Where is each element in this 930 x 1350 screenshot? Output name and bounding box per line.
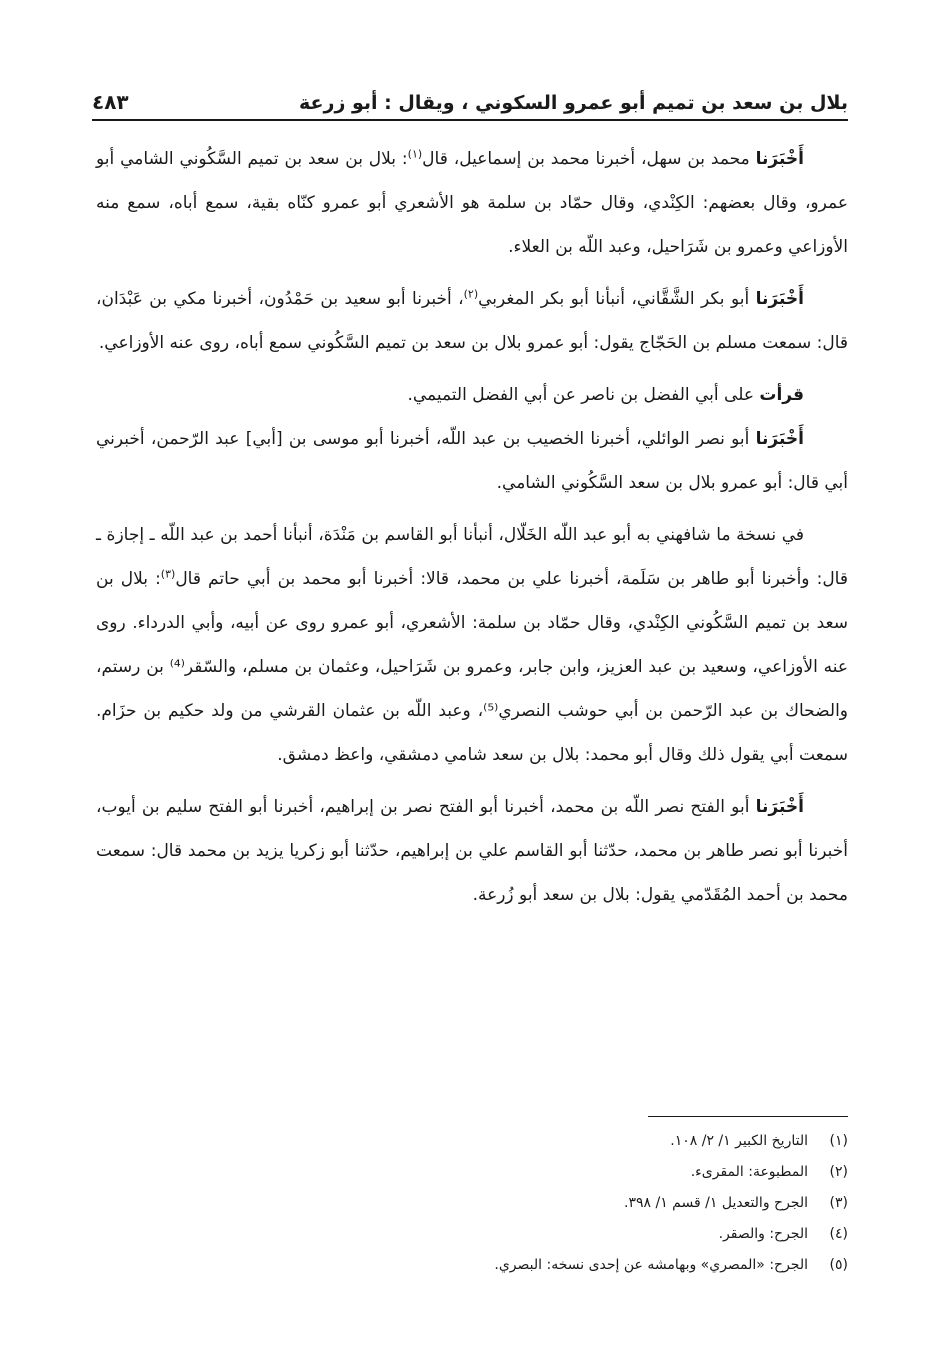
footnote-text: التاريخ الكبير ١/ ٢/ ١٠٨.	[670, 1133, 808, 1149]
paragraph-rest: ، أخبرنا أبو سعيد بن حَمْدُون، أخبرنا مكي بن عَبْدَان، قال: سمعت مسلم بن الحَجّاج يقول: أبو عمرو بلال بن سعد بن تميم السَّكُوني سمع أباه، روى عنه الأوزاعي.	[96, 289, 848, 353]
running-header	[92, 78, 848, 114]
footnote-number: (٣)	[829, 1195, 848, 1211]
paragraph-text: أبو نصر الوائلي، أخبرنا الخصيب بن عبد اللّه، أخبرنا أبو موسى بن [أبي] عبد الرّحمن، أخبرني أبي قال: أبو عمرو بلال بن سعد السَّكُوني الشامي.	[96, 429, 848, 493]
footnote-text: المطبوعة: المقرىء.	[690, 1164, 808, 1180]
paragraph-5	[96, 513, 848, 777]
paragraph-4	[96, 417, 848, 505]
footnote-item	[380, 1219, 848, 1250]
paragraph-text: في نسخة ما شافهني به أبو عبد اللّه الخَلّال، أنبأنا أبو القاسم بن مَنْدَة، أنبأنا أحمد بن عبد اللّه ـ إجازة ـ قال: وأخبرنا أبو طاهر بن سَلَمة، أخبرنا علي بن محمد، قالا: أخبرنا أبو محمد بن أبي حاتم قال	[96, 525, 848, 589]
footnote-item	[380, 1188, 848, 1219]
paragraph-text: على أبي الفضل بن ناصر عن أبي الفضل التميمي.	[407, 385, 760, 405]
header-title: بلال بن سعد بن تميم أبو عمرو السكوني ، ويقال : أبو زرعة	[299, 92, 848, 114]
paragraph-rest: : بلال بن سعد بن تميم السَّكُوني الشامي أبو عمرو، وقال بعضهم: الكِنْدي، وقال حمّاد بن سلمة هو الأشعري أبو عمرو كنّاه بقية، سمع أباه، سمع منه الأوزاعي وعمرو بن شَرَاحيل، وعبد اللّه بن العلاء.	[96, 149, 848, 257]
footnote-item	[380, 1250, 848, 1281]
paragraph-text: أبو الفتح نصر اللّه بن محمد، أخبرنا أبو الفتح نصر بن إبراهيم، أخبرنا أبو الفتح سليم بن أيوب، أخبرنا أبو نصر طاهر بن محمد، حدّثنا أبو القاسم علي بن إبراهيم، حدّثنا أبو زكريا يزيد بن محمد قال: سمعت محمد بن أحمد المُقَدّمي يقول: بلال بن سعد أبو زُرعة.	[96, 797, 848, 905]
paragraph-2	[96, 277, 848, 365]
header-rule	[92, 119, 848, 121]
main-text	[96, 137, 848, 917]
paragraph-lead: أَخْبَرَنا	[755, 797, 804, 817]
footnote-rule	[648, 1116, 848, 1117]
footnote-item	[380, 1126, 848, 1157]
footnote-text: الجرح والتعديل ١/ قسم ١/ ٣٩٨.	[624, 1195, 808, 1211]
paragraph-text: محمد بن سهل، أخبرنا محمد بن إسماعيل، قال	[422, 149, 756, 169]
paragraph-lead: قرأت	[759, 385, 804, 405]
paragraph-1	[96, 137, 848, 269]
paragraph-3	[96, 373, 848, 417]
paragraph-lead: أَخْبَرَنا	[755, 429, 804, 449]
footnote-ref: (٢)	[463, 287, 479, 301]
paragraph-lead: أَخْبَرَنا	[755, 289, 804, 309]
footnotes	[380, 1126, 848, 1281]
footnote-ref: (١)	[407, 147, 423, 161]
footnote-number: (٢)	[829, 1164, 848, 1180]
footnote-item	[380, 1157, 848, 1188]
footnote-ref: (٣)	[160, 567, 176, 581]
footnote-text: الجرح: «المصري» وبهامشه عن إحدى نسخه: البصري.	[494, 1257, 808, 1273]
footnote-number: (٤)	[829, 1226, 848, 1242]
paragraph-6	[96, 785, 848, 917]
paragraph-lead: أَخْبَرَنا	[755, 149, 804, 169]
footnote-number: (٥)	[829, 1257, 848, 1273]
paragraph-text: أبو بكر الشَّقَّاني، أنبأنا أبو بكر المغربي	[478, 289, 756, 309]
page-number: ٤٨٣	[92, 90, 129, 114]
footnote-text: الجرح: والصقر.	[718, 1226, 808, 1242]
footnote-number: (١)	[829, 1133, 848, 1149]
paragraph-rest: : بلال بن سعد بن تميم السَّكُوني الكِنْدي، وقال حمّاد بن سلمة: الأشعري، أبو عمرو روى عن أبيه، وأبي الدرداء. روى عنه الأوزاعي، وسعيد بن عبد العزيز، وابن جابر، وعمرو بن شَرَاحيل، وعثمان بن مسلم، والسّقر⁽⁴⁾ بن رستم، والضحاك بن عبد الرّحمن بن أبي حوشب النصري⁽⁵⁾، وعبد اللّه بن عثمان القرشي من ولد حكيم بن حزَام. سمعت أبي يقول ذلك وقال أبو محمد: بلال بن سعد شامي دمشقي، واعظ دمشق.	[96, 569, 849, 765]
